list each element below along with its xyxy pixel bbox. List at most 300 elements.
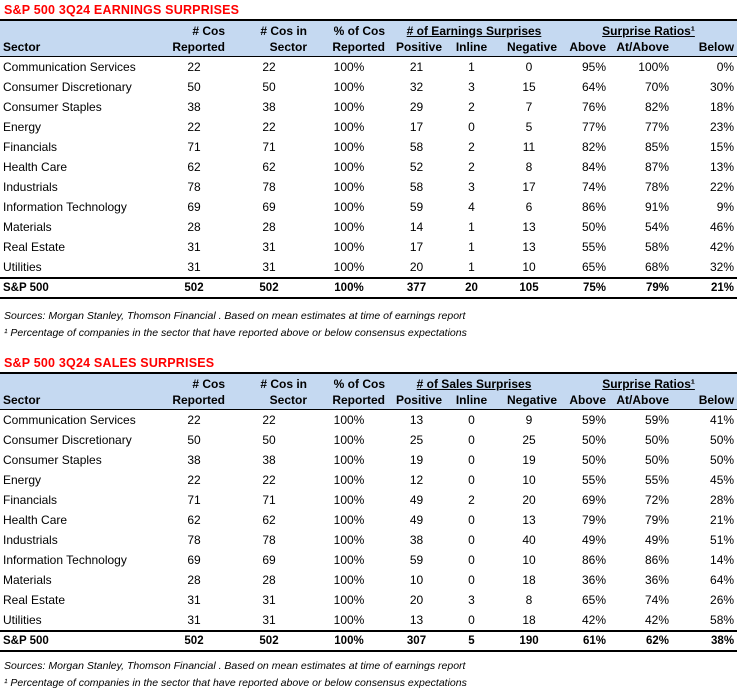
cell-positive: 58 (409, 180, 424, 194)
cell-inline: 0 (468, 513, 475, 527)
header-cos-reported: # Cos (160, 20, 228, 39)
cell-at-above: 100% (638, 60, 669, 74)
cell-above: 50% (582, 453, 607, 467)
cell-in-sector: 31 (262, 593, 276, 607)
cell-below: 45% (710, 473, 735, 487)
cell-reported: 28 (187, 220, 201, 234)
header-at-above: At/Above (609, 39, 672, 57)
earnings-source-note: Sources: Morgan Stanley, Thomson Financial . Based on mean estimates at time of earnings report (4, 310, 466, 322)
cell-sector: Consumer Staples (3, 100, 102, 114)
cell-inline: 1 (468, 240, 475, 254)
cell-positive: 12 (409, 473, 424, 487)
cell-reported: 71 (187, 493, 201, 507)
cell-sector: Communication Services (3, 413, 136, 427)
cell-reported: 69 (187, 553, 201, 567)
cell-negative: 6 (525, 200, 533, 214)
cell-negative: 18 (522, 573, 536, 587)
cell-in-sector: 22 (262, 60, 276, 74)
cell-positive: 49 (409, 493, 424, 507)
table-row (0, 490, 737, 510)
cell-negative: 9 (525, 413, 533, 427)
table-row (0, 470, 737, 490)
cell-negative: 20 (522, 493, 536, 507)
cell-positive: 17 (409, 240, 424, 254)
cell-inline: 1 (468, 260, 475, 274)
cell-reported: 22 (187, 413, 201, 427)
cell-in-sector: 62 (262, 513, 276, 527)
cell-above: 65% (582, 593, 607, 607)
cell-above: 75% (560, 278, 609, 298)
cell-reported: 22 (187, 120, 201, 134)
cell-sector: Industrials (3, 533, 58, 547)
cell-negative: 40 (522, 533, 536, 547)
cell-pct-reported: 100% (333, 100, 365, 114)
cell-pct-reported: 100% (310, 631, 388, 651)
cell-above: 49% (582, 533, 607, 547)
table-row (0, 510, 737, 530)
table-row (0, 77, 737, 97)
header-ratios-group: Surprise Ratios¹ (560, 373, 737, 392)
table-row (0, 237, 737, 257)
cell-positive: 25 (409, 433, 424, 447)
cell-below: 58% (710, 613, 735, 627)
cell-pct-reported: 100% (333, 260, 365, 274)
cell-inline: 0 (468, 573, 475, 587)
header-positive: Positive (388, 39, 445, 57)
cell-below: 18% (710, 100, 735, 114)
cell-in-sector: 22 (262, 473, 276, 487)
cell-above: 59% (582, 413, 607, 427)
table-row (0, 117, 737, 137)
cell-positive: 20 (409, 260, 424, 274)
cell-below: 51% (710, 533, 735, 547)
cell-inline: 0 (468, 613, 475, 627)
cell-in-sector: 69 (262, 553, 276, 567)
cell-in-sector: 71 (262, 493, 276, 507)
cell-negative: 13 (522, 513, 536, 527)
cell-above: 82% (581, 140, 606, 154)
cell-at-above: 82% (644, 100, 669, 114)
cell-at-above: 55% (645, 473, 670, 487)
cell-above: 69% (582, 493, 607, 507)
sales-footnote: ¹ Percentage of companies in the sector that have reported above or below consensus expectations (4, 677, 467, 689)
cell-above: 95% (581, 60, 606, 74)
cell-below: 14% (710, 553, 735, 567)
cell-negative: 5 (525, 120, 533, 134)
cell-at-above: 54% (644, 220, 669, 234)
cell-above: 42% (582, 613, 607, 627)
cell-sector: Materials (3, 573, 52, 587)
cell-negative: 190 (498, 631, 560, 651)
cell-at-above: 79% (609, 278, 672, 298)
cell-reported: 62 (187, 160, 201, 174)
header-inline: Inline (445, 392, 498, 410)
cell-sector: Financials (3, 493, 58, 507)
sales-source-note: Sources: Morgan Stanley, Thomson Financial . Based on mean estimates at time of earnings report (4, 660, 466, 672)
cell-inline: 2 (468, 493, 475, 507)
cell-negative: 8 (525, 593, 533, 607)
cell-below: 41% (710, 413, 735, 427)
header-positive: Positive (388, 392, 445, 410)
cell-negative: 18 (522, 613, 536, 627)
cell-negative: 105 (498, 278, 560, 298)
header-reported: Reported (160, 39, 228, 57)
cell-in-sector: 502 (228, 278, 310, 298)
cell-positive: 307 (388, 631, 445, 651)
cell-below: 15% (710, 140, 735, 154)
cell-at-above: 86% (645, 553, 670, 567)
cell-in-sector: 50 (262, 433, 276, 447)
cell-positive: 17 (409, 120, 424, 134)
table-row (0, 530, 737, 550)
header-cos-in-sector: # Cos in (228, 20, 310, 39)
cell-reported: 62 (187, 513, 201, 527)
cell-negative: 10 (522, 553, 536, 567)
table-row (0, 197, 737, 217)
header-sector-count: Sector (228, 392, 310, 410)
cell-above: 86% (581, 200, 606, 214)
cell-positive: 32 (409, 80, 424, 94)
cell-inline: 2 (468, 100, 475, 114)
cell-negative: 13 (522, 220, 536, 234)
cell-above: 77% (581, 120, 606, 134)
earnings-table (0, 19, 737, 299)
cell-reported: 22 (187, 473, 201, 487)
cell-pct-reported: 100% (333, 433, 365, 447)
table-row (0, 590, 737, 610)
cell-negative: 13 (522, 240, 536, 254)
cell-at-above: 50% (645, 433, 670, 447)
cell-in-sector: 38 (262, 453, 276, 467)
cell-reported: 502 (160, 631, 228, 651)
cell-sector: Materials (3, 220, 52, 234)
cell-in-sector: 22 (262, 413, 276, 427)
cell-positive: 58 (409, 140, 424, 154)
header-negative: Negative (498, 39, 560, 57)
total-row (0, 631, 737, 651)
sales-header-row-1 (0, 373, 737, 392)
cell-below: 21% (672, 278, 737, 298)
cell-pct-reported: 100% (333, 80, 365, 94)
cell-inline: 4 (468, 200, 475, 214)
table-row (0, 57, 737, 78)
cell-sector: Consumer Staples (3, 453, 102, 467)
cell-sector: Health Care (3, 513, 68, 527)
cell-below: 30% (710, 80, 735, 94)
cell-in-sector: 50 (262, 80, 276, 94)
cell-pct-reported: 100% (333, 473, 365, 487)
cell-reported: 50 (187, 433, 201, 447)
cell-positive: 10 (409, 573, 424, 587)
cell-pct-reported: 100% (333, 200, 365, 214)
cell-positive: 38 (409, 533, 424, 547)
cell-above: 50% (582, 433, 607, 447)
cell-negative: 11 (522, 140, 536, 154)
cell-in-sector: 28 (262, 220, 276, 234)
cell-inline: 2 (468, 160, 475, 174)
cell-at-above: 36% (645, 573, 670, 587)
table-row (0, 430, 737, 450)
cell-positive: 20 (409, 593, 424, 607)
cell-inline: 0 (468, 473, 475, 487)
earnings-header-row-1 (0, 20, 737, 39)
cell-at-above: 68% (644, 260, 669, 274)
cell-inline: 3 (468, 80, 475, 94)
cell-below: 22% (710, 180, 735, 194)
cell-negative: 19 (522, 453, 536, 467)
cell-negative: 15 (522, 80, 536, 94)
total-row (0, 278, 737, 298)
cell-below: 50% (710, 433, 735, 447)
cell-above: 55% (582, 473, 607, 487)
cell-in-sector: 38 (262, 100, 276, 114)
cell-above: 50% (581, 220, 606, 234)
cell-sector: Information Technology (3, 553, 127, 567)
cell-below: 50% (710, 453, 735, 467)
cell-reported: 78 (187, 180, 201, 194)
cell-sector: S&P 500 (0, 278, 160, 298)
cell-inline: 1 (468, 60, 475, 74)
cell-inline: 2 (468, 140, 475, 154)
header-below: Below (672, 392, 737, 410)
cell-at-above: 59% (645, 413, 670, 427)
cell-sector: Energy (3, 120, 42, 134)
cell-sector: S&P 500 (0, 631, 160, 651)
cell-pct-reported: 100% (333, 573, 365, 587)
header-above: Above (560, 392, 609, 410)
cell-at-above: 77% (644, 120, 669, 134)
cell-inline: 0 (468, 553, 475, 567)
table-row (0, 550, 737, 570)
cell-reported: 38 (187, 453, 201, 467)
cell-pct-reported: 100% (333, 60, 365, 74)
cell-inline: 0 (468, 120, 475, 134)
cell-at-above: 91% (644, 200, 669, 214)
cell-inline: 20 (445, 278, 498, 298)
cell-pct-reported: 100% (333, 493, 365, 507)
header-pct-reported: Reported (310, 39, 388, 57)
cell-at-above: 72% (645, 493, 670, 507)
table-row (0, 137, 737, 157)
cell-in-sector: 502 (228, 631, 310, 651)
cell-above: 76% (581, 100, 606, 114)
table-row (0, 97, 737, 117)
earnings-header-row-2 (0, 39, 737, 57)
cell-in-sector: 22 (262, 120, 276, 134)
table-row (0, 410, 737, 431)
cell-sector: Communication Services (3, 60, 136, 74)
cell-at-above: 85% (644, 140, 669, 154)
cell-pct-reported: 100% (333, 613, 365, 627)
header-above: Above (560, 39, 609, 57)
cell-above: 36% (582, 573, 607, 587)
cell-sector: Real Estate (3, 240, 66, 254)
cell-positive: 52 (409, 160, 424, 174)
cell-sector: Real Estate (3, 593, 66, 607)
cell-above: 65% (581, 260, 606, 274)
cell-positive: 59 (409, 200, 424, 214)
table-row (0, 177, 737, 197)
cell-pct-reported: 100% (333, 593, 365, 607)
cell-negative: 10 (522, 260, 536, 274)
cell-pct-reported: 100% (333, 120, 365, 134)
cell-pct-reported: 100% (333, 220, 365, 234)
cell-reported: 38 (187, 100, 201, 114)
cell-pct-reported: 100% (333, 453, 365, 467)
cell-at-above: 49% (645, 533, 670, 547)
header-cos-in-sector: # Cos in (228, 373, 310, 392)
table-row (0, 610, 737, 631)
cell-above: 84% (581, 160, 606, 174)
header-at-above: At/Above (609, 392, 672, 410)
cell-inline: 0 (468, 533, 475, 547)
cell-at-above: 79% (645, 513, 670, 527)
header-ratios-group: Surprise Ratios¹ (560, 20, 737, 39)
cell-inline: 3 (468, 180, 475, 194)
cell-sector: Utilities (3, 613, 42, 627)
cell-in-sector: 69 (262, 200, 276, 214)
cell-reported: 50 (187, 80, 201, 94)
cell-above: 86% (582, 553, 607, 567)
cell-reported: 71 (187, 140, 201, 154)
cell-negative: 7 (525, 100, 533, 114)
cell-positive: 13 (409, 613, 424, 627)
cell-reported: 31 (187, 613, 201, 627)
cell-pct-reported: 100% (333, 240, 365, 254)
cell-sector: Health Care (3, 160, 68, 174)
cell-inline: 0 (468, 413, 475, 427)
header-surprises-group: # of Earnings Surprises (388, 20, 560, 39)
cell-positive: 377 (388, 278, 445, 298)
cell-in-sector: 62 (262, 160, 276, 174)
earnings-section-title: S&P 500 3Q24 EARNINGS SURPRISES (4, 3, 240, 17)
cell-reported: 31 (187, 593, 201, 607)
cell-reported: 502 (160, 278, 228, 298)
cell-negative: 17 (522, 180, 536, 194)
cell-above: 55% (581, 240, 606, 254)
table-row (0, 257, 737, 278)
cell-reported: 31 (187, 260, 201, 274)
cell-above: 61% (560, 631, 609, 651)
cell-positive: 49 (409, 513, 424, 527)
cell-sector: Industrials (3, 180, 58, 194)
cell-above: 74% (581, 180, 606, 194)
cell-below: 13% (710, 160, 735, 174)
cell-pct-reported: 100% (333, 140, 365, 154)
cell-inline: 1 (468, 220, 475, 234)
cell-sector: Utilities (3, 260, 42, 274)
cell-pct-reported: 100% (333, 413, 365, 427)
cell-below: 64% (710, 573, 735, 587)
table-row (0, 157, 737, 177)
cell-at-above: 58% (644, 240, 669, 254)
cell-below: 0% (716, 60, 735, 74)
cell-inline: 0 (468, 453, 475, 467)
cell-at-above: 74% (645, 593, 670, 607)
cell-positive: 13 (409, 413, 424, 427)
cell-inline: 3 (468, 593, 475, 607)
cell-below: 23% (710, 120, 735, 134)
cell-at-above: 70% (644, 80, 669, 94)
cell-above: 79% (582, 513, 607, 527)
sales-section-title: S&P 500 3Q24 SALES SURPRISES (4, 356, 215, 370)
cell-at-above: 78% (644, 180, 669, 194)
cell-negative: 0 (525, 60, 533, 74)
cell-pct-reported: 100% (333, 553, 365, 567)
header-pct-reported: Reported (310, 392, 388, 410)
header-below: Below (672, 39, 737, 57)
cell-below: 46% (710, 220, 735, 234)
cell-in-sector: 71 (262, 140, 276, 154)
cell-sector: Consumer Discretionary (3, 433, 132, 447)
cell-positive: 19 (409, 453, 424, 467)
cell-negative: 8 (525, 160, 533, 174)
table-row (0, 450, 737, 470)
cell-above: 64% (581, 80, 606, 94)
cell-reported: 28 (187, 573, 201, 587)
header-reported: Reported (160, 392, 228, 410)
header-inline: Inline (445, 39, 498, 57)
cell-below: 42% (710, 240, 735, 254)
header-negative: Negative (498, 392, 560, 410)
cell-below: 21% (710, 513, 735, 527)
cell-positive: 29 (409, 100, 424, 114)
cell-positive: 21 (409, 60, 424, 74)
cell-in-sector: 28 (262, 573, 276, 587)
header-surprises-group: # of Sales Surprises (388, 373, 560, 392)
cell-sector: Financials (3, 140, 58, 154)
cell-in-sector: 31 (262, 260, 276, 274)
cell-in-sector: 78 (262, 180, 276, 194)
cell-inline: 5 (445, 631, 498, 651)
cell-reported: 31 (187, 240, 201, 254)
cell-below: 9% (716, 200, 735, 214)
header-pct-cos: % of Cos (310, 373, 388, 392)
cell-sector: Information Technology (3, 200, 127, 214)
cell-sector: Consumer Discretionary (3, 80, 132, 94)
cell-reported: 69 (187, 200, 201, 214)
cell-pct-reported: 100% (333, 513, 365, 527)
earnings-footnote: ¹ Percentage of companies in the sector that have reported above or below consensus expectations (4, 327, 467, 339)
header-sector: Sector (0, 392, 160, 410)
cell-below: 26% (710, 593, 735, 607)
header-pct-cos: % of Cos (310, 20, 388, 39)
cell-at-above: 50% (645, 453, 670, 467)
cell-below: 38% (672, 631, 737, 651)
cell-sector: Energy (3, 473, 42, 487)
sales-header-row-2 (0, 392, 737, 410)
cell-reported: 22 (187, 60, 201, 74)
table-row (0, 217, 737, 237)
cell-at-above: 62% (609, 631, 672, 651)
cell-below: 32% (710, 260, 735, 274)
header-sector: Sector (0, 39, 160, 57)
cell-negative: 10 (522, 473, 536, 487)
cell-inline: 0 (468, 433, 475, 447)
cell-positive: 14 (409, 220, 424, 234)
cell-pct-reported: 100% (333, 180, 365, 194)
cell-reported: 78 (187, 533, 201, 547)
cell-in-sector: 78 (262, 533, 276, 547)
sales-table (0, 372, 737, 652)
cell-in-sector: 31 (262, 240, 276, 254)
cell-at-above: 42% (645, 613, 670, 627)
cell-positive: 59 (409, 553, 424, 567)
cell-pct-reported: 100% (333, 533, 365, 547)
cell-in-sector: 31 (262, 613, 276, 627)
header-cos-reported: # Cos (160, 373, 228, 392)
cell-at-above: 87% (644, 160, 669, 174)
